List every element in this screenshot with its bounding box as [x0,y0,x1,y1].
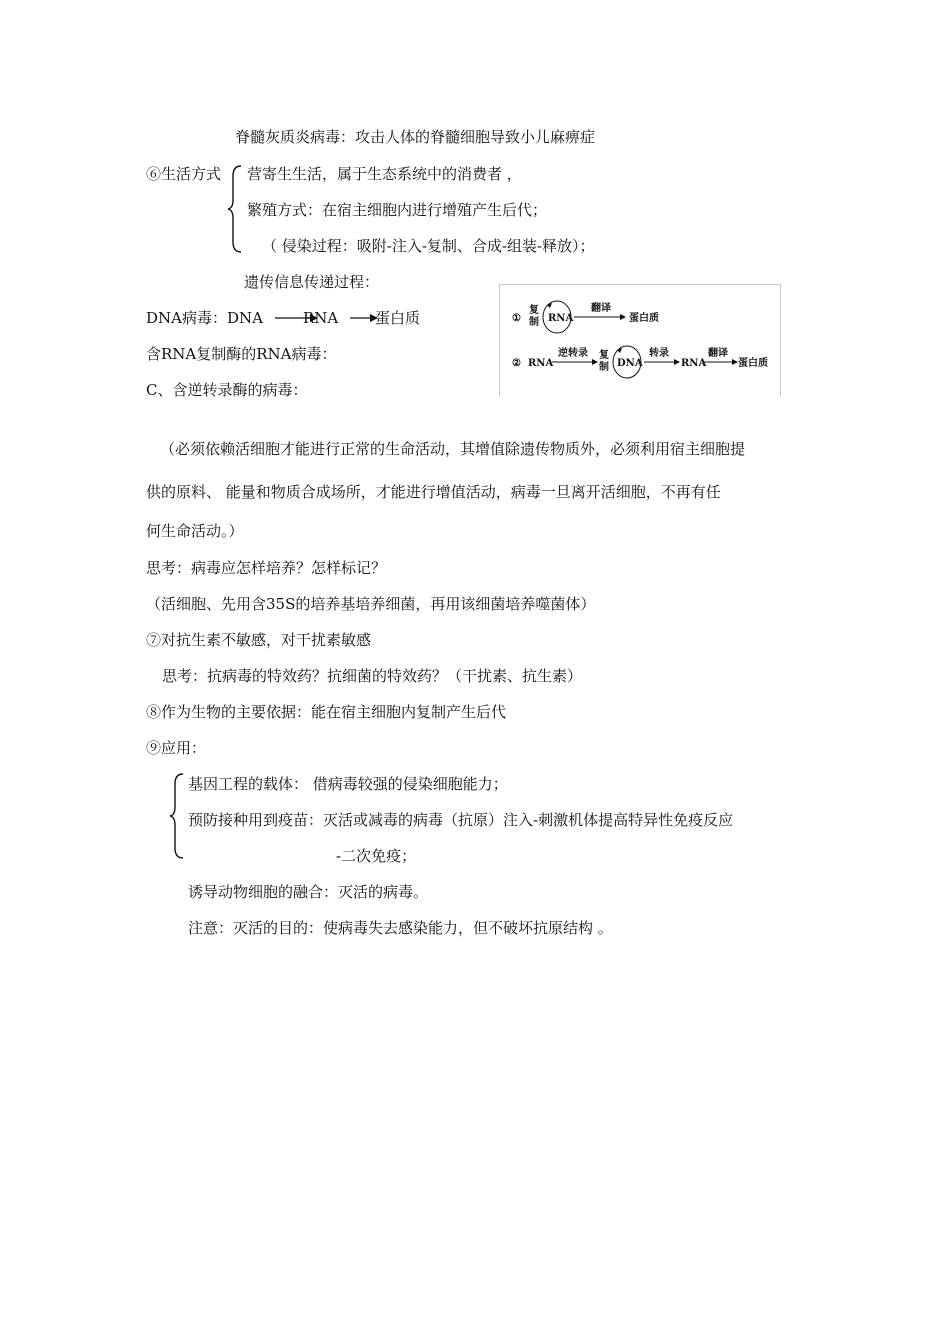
application-brace [168,772,186,860]
diagram-row1-translate: 翻译 [591,303,611,314]
diagram-row2-number: ② [512,358,521,369]
dna-virus-label: DNA病毒：DNA [146,309,263,327]
diagram-row2-replicate-a: 复 [599,350,609,361]
paragraph-line-1: （必须依赖活细胞才能进行正常的生命活动，其增值除遗传物质外，必须利用宿主细胞提 [160,440,746,458]
point-9-title: ⑨应用： [146,739,207,757]
inactivation-note: 注意：灭活的目的：使病毒失去感染能力，但不破坏抗原结构 。 [188,919,613,937]
paragraph-line-3: 何生命活动。） [146,522,244,540]
life-style-label: ⑥生活方式 [146,165,222,183]
diagram-row1-protein: 蛋白质 [629,313,659,324]
application-vaccine: 预防接种用到疫苗：灭活或减毒的病毒（抗原）注入-刺激机体提高特异性免疫反应 [188,811,734,829]
dna-virus-rna: RNA [303,309,339,327]
dna-virus-protein: 蛋白质 [375,309,421,327]
think-cultivation-answer: （活细胞、先用含35S的培养基培养细菌，再用该细菌培养噬菌体） [146,595,596,613]
diagram-row2-dna: DNA [617,358,643,369]
genetic-flow-diagram [499,284,781,397]
diagram-row2-translate: 翻译 [708,348,728,359]
diagram-row1-rna: RNA [548,313,574,324]
application-vector: 基因工程的载体： 借病毒较强的侵染细胞能力； [188,775,508,793]
life-style-brace [226,164,244,254]
genetic-transfer-title: 遗传信息传递过程： [244,273,380,291]
diagram-row2-protein: 蛋白质 [738,358,768,369]
reverse-transcriptase-line: C、含逆转录酶的病毒： [146,381,308,399]
application-vaccine-continued: -二次免疫； [336,847,417,865]
paragraph-line-2: 供的原料、 能量和物质合成场所，才能进行增值活动，病毒一旦离开活细胞，不再有任 [146,483,721,501]
diagram-row1-number: ① [512,313,521,324]
diagram-row2-reverse: 逆转录 [558,348,588,359]
life-infection-line: （ 侵染过程：吸附-注入-复制、合成-组装-释放）； [262,237,595,255]
diagram-row2-rna: RNA [528,358,554,369]
diagram-row2-transcribe: 转录 [649,348,669,359]
diagram-row1-replicate-b: 制 [529,317,539,328]
diagram-row2-rna2: RNA [681,358,707,369]
diagram-row1-replicate-a: 复 [529,305,539,316]
rna-replicase-line: 含RNA复制酶的RNA病毒： [146,345,337,363]
think-drugs: 思考：抗病毒的特效药？抗细菌的特效药？（干扰素、抗生素） [162,667,583,685]
polio-line: 脊髓灰质炎病毒：攻击人体的脊髓细胞导致小儿麻痹症 [235,128,596,146]
life-parasitic-line: 营寄生生活，属于生态系统中的消费者 ， [247,165,522,183]
application-cell-fusion: 诱导动物细胞的融合：灭活的病毒。 [188,883,429,901]
life-reproduce-line: 繁殖方式：在宿主细胞内进行增殖产生后代； [247,201,548,219]
think-cultivation: 思考：病毒应怎样培养？怎样标记？ [146,559,387,577]
diagram-row2-replicate-b: 制 [599,362,609,373]
point-7: ⑦对抗生素不敏感，对干扰素敏感 [146,631,372,649]
point-8: ⑧作为生物的主要依据：能在宿主细胞内复制产生后代 [146,703,507,721]
